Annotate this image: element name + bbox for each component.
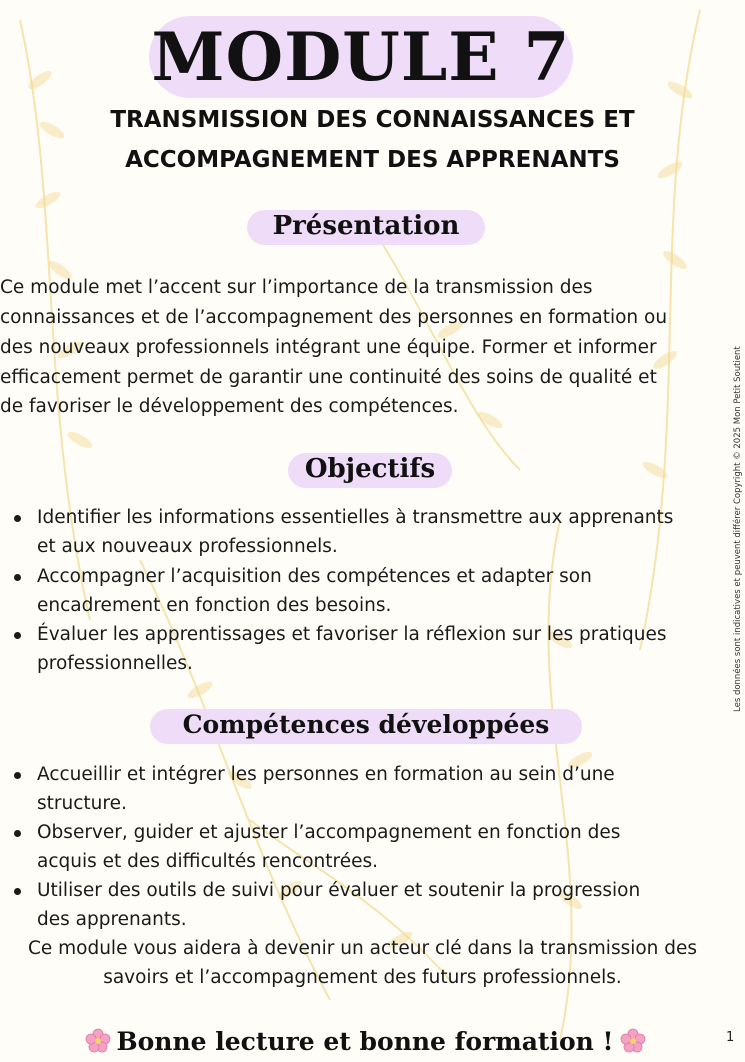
- bullet-icon: [14, 772, 21, 779]
- copyright-note: Les données sont indicatives et peuvent différer Copyright © 2025 Mon Petit Soutient: [733, 346, 743, 712]
- cherry-blossom-icon: [85, 1028, 111, 1054]
- cherry-blossom-icon: [620, 1028, 646, 1054]
- objectifs-heading: Objectifs: [304, 454, 436, 484]
- competences-heading: Compétences développées: [182, 710, 550, 739]
- bullet-icon: [14, 632, 21, 639]
- objectif-item-line: professionnelles.: [37, 653, 193, 674]
- objectif-item-line: Accompagner l’acquisition des compétences et adapter son: [37, 566, 592, 587]
- conclusion-line-1: Ce module vous aidera à devenir un acteur clé dans la transmission des: [27, 938, 698, 959]
- competence-item-line: des apprenants.: [37, 909, 187, 930]
- presentation-text-line: Ce module met l’accent sur l’importance de la transmission des: [0, 277, 593, 298]
- objectif-item-line: et aux nouveaux professionnels.: [37, 536, 338, 557]
- presentation-text-line: de favoriser le développement des compétences.: [0, 396, 459, 417]
- page-number: 1: [726, 1030, 735, 1045]
- closing-message: [60, 1022, 670, 1062]
- competence-item-line: Accueillir et intégrer les personnes en formation au sein d’une: [37, 764, 615, 785]
- presentation-heading: Présentation: [272, 211, 460, 241]
- page-title: MODULE 7: [151, 18, 571, 96]
- competence-item-line: Utiliser des outils de suivi pour évaluer et soutenir la progression: [37, 880, 641, 901]
- presentation-text-line: efficacement permet de garantir une continuité des soins de qualité et: [0, 367, 657, 388]
- closing-text: Bonne lecture et bonne formation !: [116, 1027, 614, 1056]
- objectif-item-line: Identifier les informations essentielles à transmettre aux apprenants: [37, 507, 674, 528]
- bullet-icon: [14, 574, 21, 581]
- presentation-text-line: des nouveaux professionnels intégrant une équipe. Former et informer: [0, 337, 657, 358]
- competence-item-line: Observer, guider et ajuster l’accompagnement en fonction des: [37, 822, 621, 843]
- conclusion-line-2: savoirs et l’accompagnement des futurs professionnels.: [103, 967, 622, 988]
- competence-item-line: acquis et des difficultés rencontrées.: [37, 851, 379, 872]
- presentation-text-line: connaissances et de l’accompagnement des personnes en formation ou: [0, 307, 668, 328]
- competence-item-line: structure.: [37, 793, 127, 814]
- subtitle-line-1: TRANSMISSION DES CONNAISSANCES ET: [110, 107, 635, 133]
- bullet-icon: [14, 515, 21, 522]
- bullet-icon: [14, 888, 21, 895]
- objectif-item-line: encadrement en fonction des besoins.: [37, 595, 392, 616]
- subtitle-line-2: ACCOMPAGNEMENT DES APPRENANTS: [125, 147, 620, 173]
- objectif-item-line: Évaluer les apprentissages et favoriser la réflexion sur les pratiques: [37, 624, 667, 645]
- bullet-icon: [14, 830, 21, 837]
